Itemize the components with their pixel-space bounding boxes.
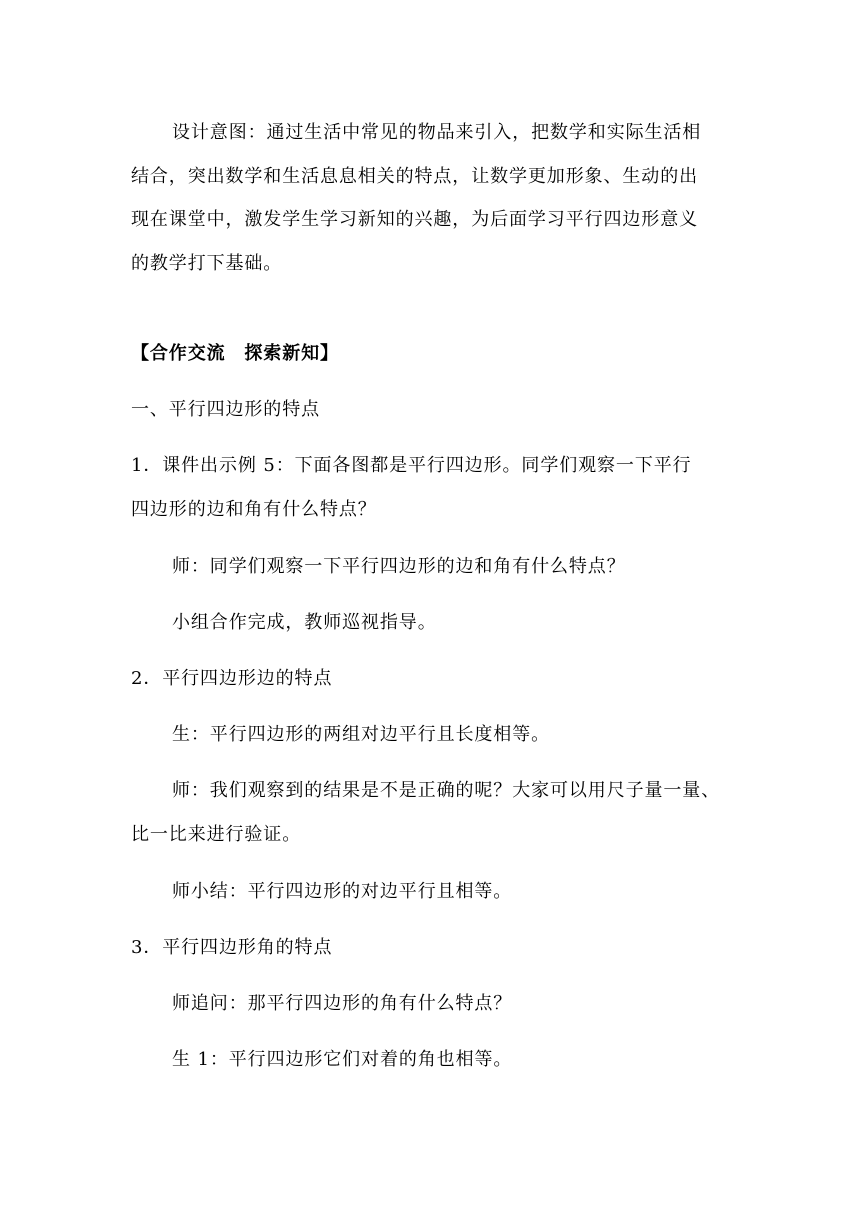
teacher-line: 比一比来进行验证。: [131, 824, 302, 845]
item-3-heading: 3．平行四边形角的特点: [131, 937, 333, 958]
teacher-line: 师：我们观察到的结果是不是正确的呢？大家可以用尺子量一量、: [172, 780, 721, 801]
intent-paragraph-line: 结合，突出数学和生活息息相关的特点，让数学更加形象、生动的出: [131, 166, 698, 187]
teacher-question-line: 师追问：那平行四边形的角有什么特点？: [172, 993, 513, 1014]
teacher-line: 师：同学们观察一下平行四边形的边和角有什么特点？: [172, 556, 626, 577]
intent-paragraph-line: 现在课堂中，激发学生学习新知的兴趣，为后面学习平行四边形意义: [131, 209, 698, 230]
summary-line: 师小结：平行四边形的对边平行且相等。: [172, 881, 513, 902]
intent-paragraph-line: 设计意图：通过生活中常见的物品来引入，把数学和实际生活相: [172, 122, 702, 143]
part-heading: 一、平行四边形的特点: [131, 399, 320, 420]
section-heading: 【合作交流 探索新知】: [131, 343, 339, 364]
student-line: 生：平行四边形的两组对边平行且长度相等。: [172, 724, 550, 745]
item-1-line: 四边形的边和角有什么特点？: [131, 499, 377, 520]
intent-paragraph-line: 的教学打下基础。: [131, 253, 283, 274]
item-1-line: 1．课件出示例 5：下面各图都是平行四边形。同学们观察一下平行: [131, 455, 692, 476]
student-line: 生 1：平行四边形它们对着的角也相等。: [172, 1049, 513, 1070]
group-work-line: 小组合作完成，教师巡视指导。: [172, 612, 437, 633]
item-2-heading: 2．平行四边形边的特点: [131, 668, 333, 689]
